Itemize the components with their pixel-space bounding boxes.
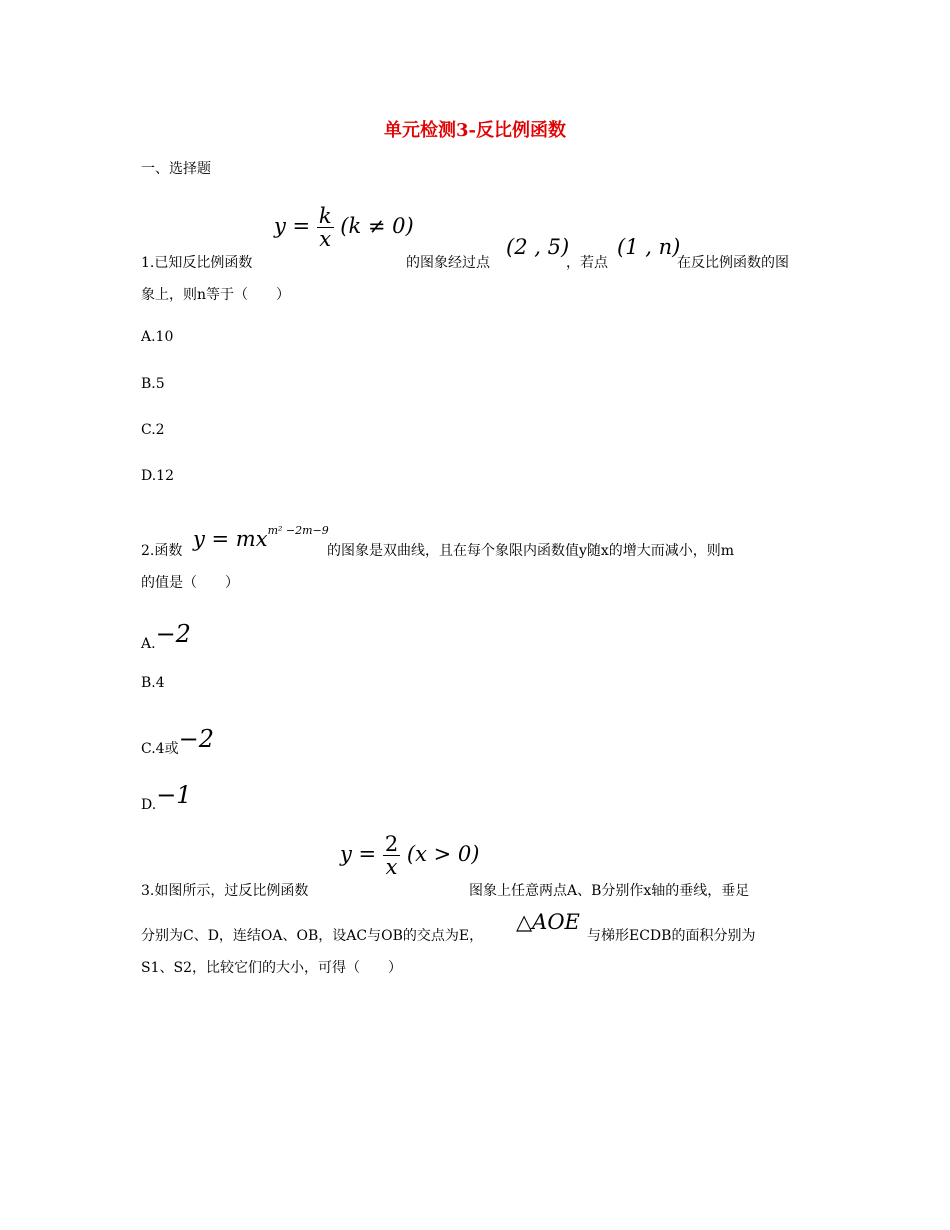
q2-text-pre: 2.函数: [141, 543, 183, 559]
q1-point1: (2 , 5): [506, 235, 570, 259]
q3-text-line3: S1、S2，比较它们的大小，可得（ ）: [141, 960, 402, 976]
q3-fraction: [383, 833, 400, 878]
q3-numerator: 2: [384, 832, 399, 856]
q2-text-post: 的图象是双曲线，且在每个象限内函数值y随x的增大而减小，则m: [327, 543, 735, 559]
q1-option-a[interactable]: A.10: [141, 329, 174, 345]
section-heading: 一、选择题: [141, 161, 211, 177]
q2-text-line2: 的值是（ ）: [141, 575, 239, 591]
q1-formula-y: y =: [274, 214, 311, 239]
q1-fraction: [317, 205, 334, 250]
q3-condition: (x > 0): [406, 842, 480, 867]
q2-option-a-label: A.: [141, 636, 156, 652]
q3-text-line2-pre: 分别为C、D，连结OA、OB，设AC与OB的交点为E，: [141, 928, 484, 944]
q2-exponent: m² −2m−9: [267, 524, 329, 537]
q2-option-d-math: −1: [156, 781, 192, 809]
q2-option-d-label: D.: [141, 797, 157, 813]
page-title: 单元检测3-反比例函数: [384, 120, 566, 141]
q1-text-post: 在反比例函数的图: [677, 255, 789, 271]
q1-option-b[interactable]: B.5: [141, 376, 165, 392]
q1-formula: [274, 205, 414, 250]
q2-formula-base: y = mx: [193, 527, 268, 551]
q2-option-c-label: C.4或: [141, 741, 179, 757]
q2-option-b[interactable]: [141, 675, 165, 691]
q1-option-c[interactable]: C.2: [141, 422, 165, 438]
q2-formula: [193, 524, 329, 551]
q3-triangle: △AOE: [516, 910, 580, 934]
q2-option-a[interactable]: [141, 620, 191, 654]
q3-formula-y: y =: [340, 842, 377, 867]
q1-text-pre: 1.已知反比例函数: [141, 255, 253, 271]
q3-denominator: x: [385, 855, 398, 880]
q2-option-b-label: B.4: [141, 675, 165, 691]
q1-text-line2: 象上，则n等于（ ）: [141, 287, 291, 303]
q3-text-pre: 3.如图所示，过反比例函数: [141, 883, 309, 899]
q2-option-d[interactable]: [141, 781, 192, 815]
q2-option-c[interactable]: [141, 725, 214, 759]
q1-text-mid2: ，若点: [566, 255, 608, 271]
q1-text-mid: 的图象经过点: [406, 255, 490, 271]
q3-text-post: 图象上任意两点A、B分别作x轴的垂线，垂足: [469, 883, 750, 899]
q1-condition: (k ≠ 0): [340, 214, 414, 239]
q1-point2: (1 , n): [617, 235, 681, 259]
q2-option-c-math: −2: [178, 725, 214, 753]
q1-denominator: x: [319, 227, 332, 252]
q3-formula: [340, 833, 479, 878]
q2-option-a-math: −2: [155, 620, 191, 648]
q1-numerator: k: [318, 204, 332, 228]
q3-text-line2-post: 与梯形ECDB的面积分别为: [587, 928, 756, 944]
q1-option-d[interactable]: D.12: [141, 468, 174, 484]
